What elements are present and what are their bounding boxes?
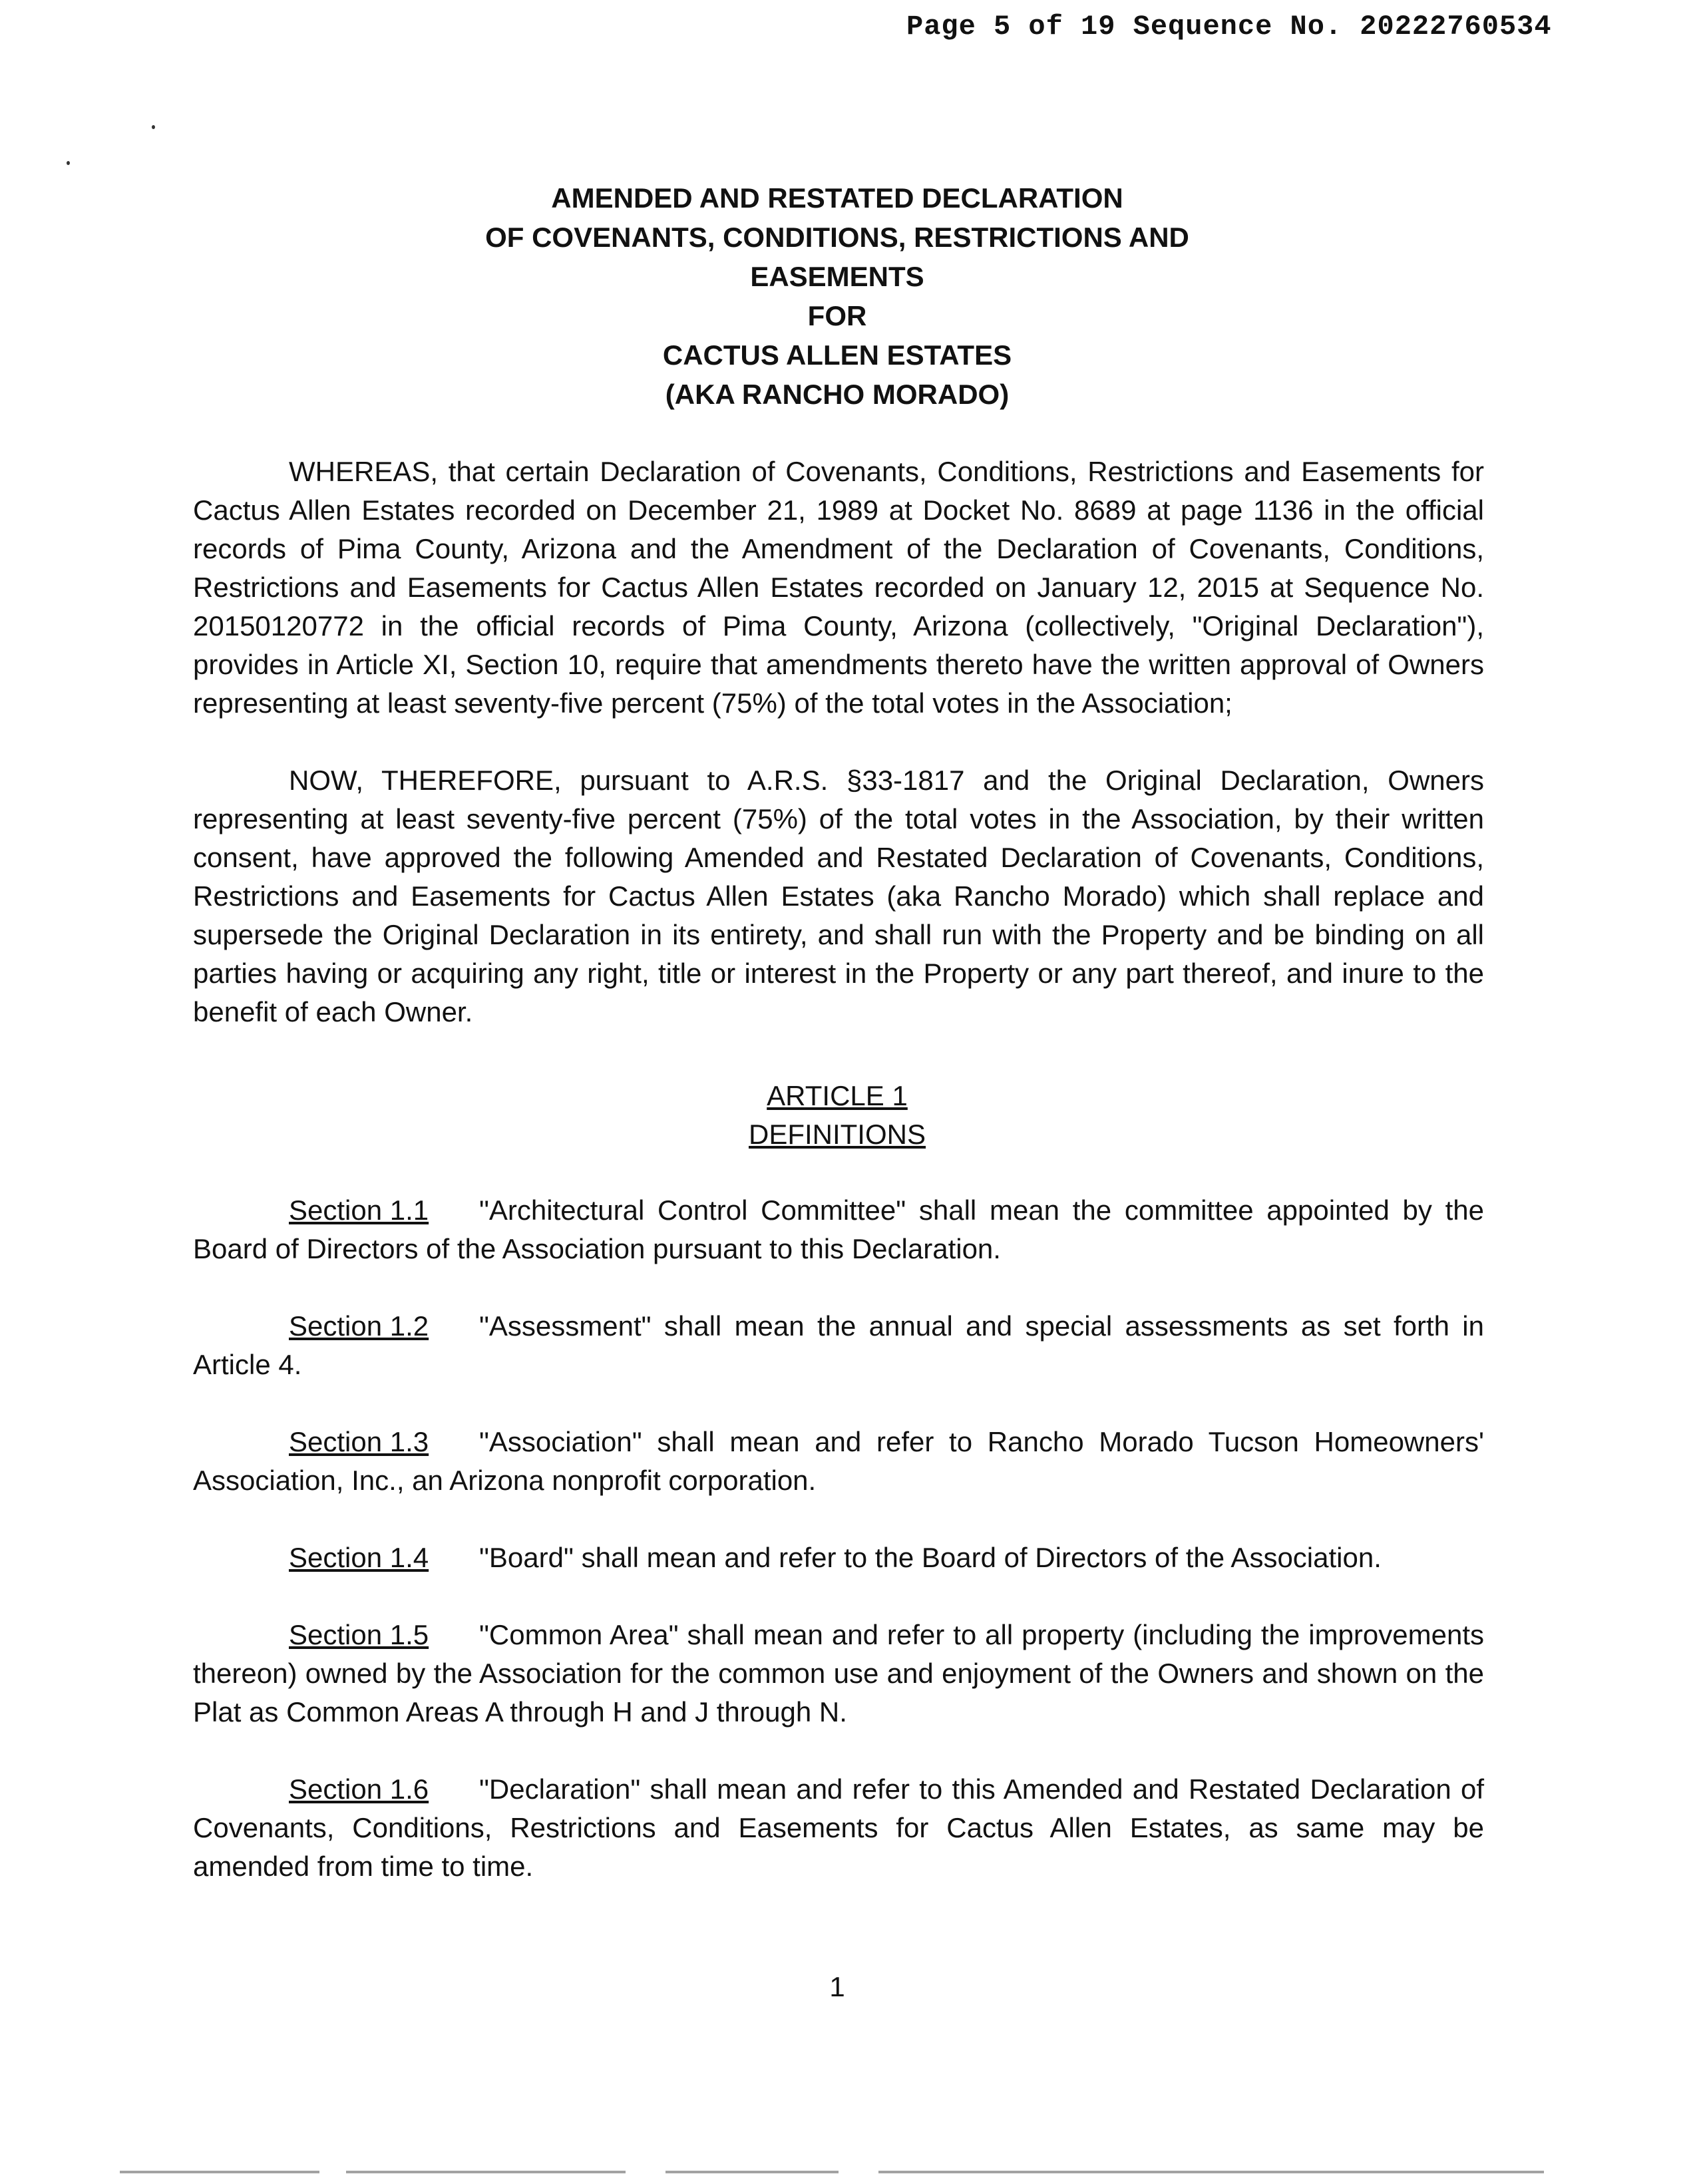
whereas-paragraph: WHEREAS, that certain Declaration of Covenants, Conditions, Restrictions and Easements for Cactus Allen Estates recorded on December 21, 1989 at Docket No. 8689 at page 1136 in the official records of Pima County, Arizona and the Amendment of the Declaration of Covenants, Conditions, Restrictions and Easements for Cactus Allen Estates recorded on January 12, 2015 at Sequence No. 20150120772 in the official records of Pima County, Arizona (collectively, "Original Declaration"), provides in Article XI, Section 10, require that amendments thereto have the written approval of Owners representing at least seventy-five percent (75%) of the total votes in the Association; — [193, 456, 1484, 719]
section-text: "Board" shall mean and refer to the Board of Directors of the Association. — [479, 1542, 1382, 1573]
definition-section — [193, 1307, 1484, 1384]
section-text: "Association" shall mean and refer to Rancho Morado Tucson Homeowners' Association, Inc., an Arizona nonprofit corporation. — [193, 1426, 1484, 1496]
definition-section — [193, 1191, 1484, 1268]
scan-speck — [67, 161, 70, 165]
title-line: FOR — [807, 300, 867, 331]
document-title — [0, 178, 1674, 414]
scan-artifact — [120, 2171, 319, 2173]
section-label: Section 1.5 — [289, 1619, 429, 1650]
article-title: DEFINITIONS — [748, 1119, 926, 1150]
title-line: OF COVENANTS, CONDITIONS, RESTRICTIONS AND — [485, 222, 1189, 253]
section-label: Section 1.6 — [289, 1773, 429, 1805]
scan-speck — [152, 125, 155, 129]
title-line: CACTUS ALLEN ESTATES — [662, 339, 1012, 371]
section-label: Section 1.4 — [289, 1542, 429, 1573]
definition-section — [193, 1423, 1484, 1500]
section-text: "Assessment" shall mean the annual and special assessments as set forth in Article 4. — [193, 1310, 1484, 1380]
title-line: AMENDED AND RESTATED DECLARATION — [551, 182, 1123, 214]
page-number: 1 — [829, 1971, 845, 2002]
scan-artifact — [346, 2171, 626, 2173]
article-number: ARTICLE 1 — [767, 1080, 908, 1111]
now-therefore-paragraph: NOW, THEREFORE, pursuant to A.R.S. §33-1817 and the Original Declaration, Owners representing at least seventy-five percent (75%) of the total votes in the Association, by their written consent, have approved the following Amended and Restated Declaration of Covenants, Conditions, Restrictions and Easements for Cactus Allen Estates (aka Rancho Morado) which shall replace and supersede the Original Declaration in its entirety, and shall run with the Property and be binding on all parties having or acquiring any right, title or interest in the Property or any part thereof, and inure to the benefit of each Owner. — [193, 765, 1484, 1027]
definition-section — [193, 1539, 1484, 1577]
definitions-list — [193, 1191, 1484, 1886]
section-text: "Architectural Control Committee" shall mean the committee appointed by the Board of Directors of the Association pursuant to this Declaration. — [193, 1194, 1484, 1264]
section-text: "Common Area" shall mean and refer to all property (including the improvements thereon) owned by the Association for the common use and enjoyment of the Owners and shown on the Plat as Common Areas A through H and J through N. — [193, 1619, 1484, 1728]
recording-stamp: Page 5 of 19 Sequence No. 20222760534 — [906, 11, 1552, 43]
section-label: Section 1.2 — [289, 1310, 429, 1342]
article-heading — [0, 1077, 1674, 1154]
definition-section — [193, 1770, 1484, 1886]
section-label: Section 1.1 — [289, 1194, 429, 1226]
section-label: Section 1.3 — [289, 1426, 429, 1457]
recitals — [193, 453, 1484, 1031]
title-line: (AKA RANCHO MORADO) — [665, 379, 1010, 410]
title-line: EASEMENTS — [750, 261, 924, 292]
scan-artifact — [665, 2171, 839, 2173]
definition-section — [193, 1616, 1484, 1731]
scan-artifact — [878, 2171, 1544, 2173]
section-text: "Declaration" shall mean and refer to this Amended and Restated Declaration of Covenants, Conditions, Restrictions and Easements for Cactus Allen Estates, as same may be amended from time to time. — [193, 1773, 1484, 1882]
